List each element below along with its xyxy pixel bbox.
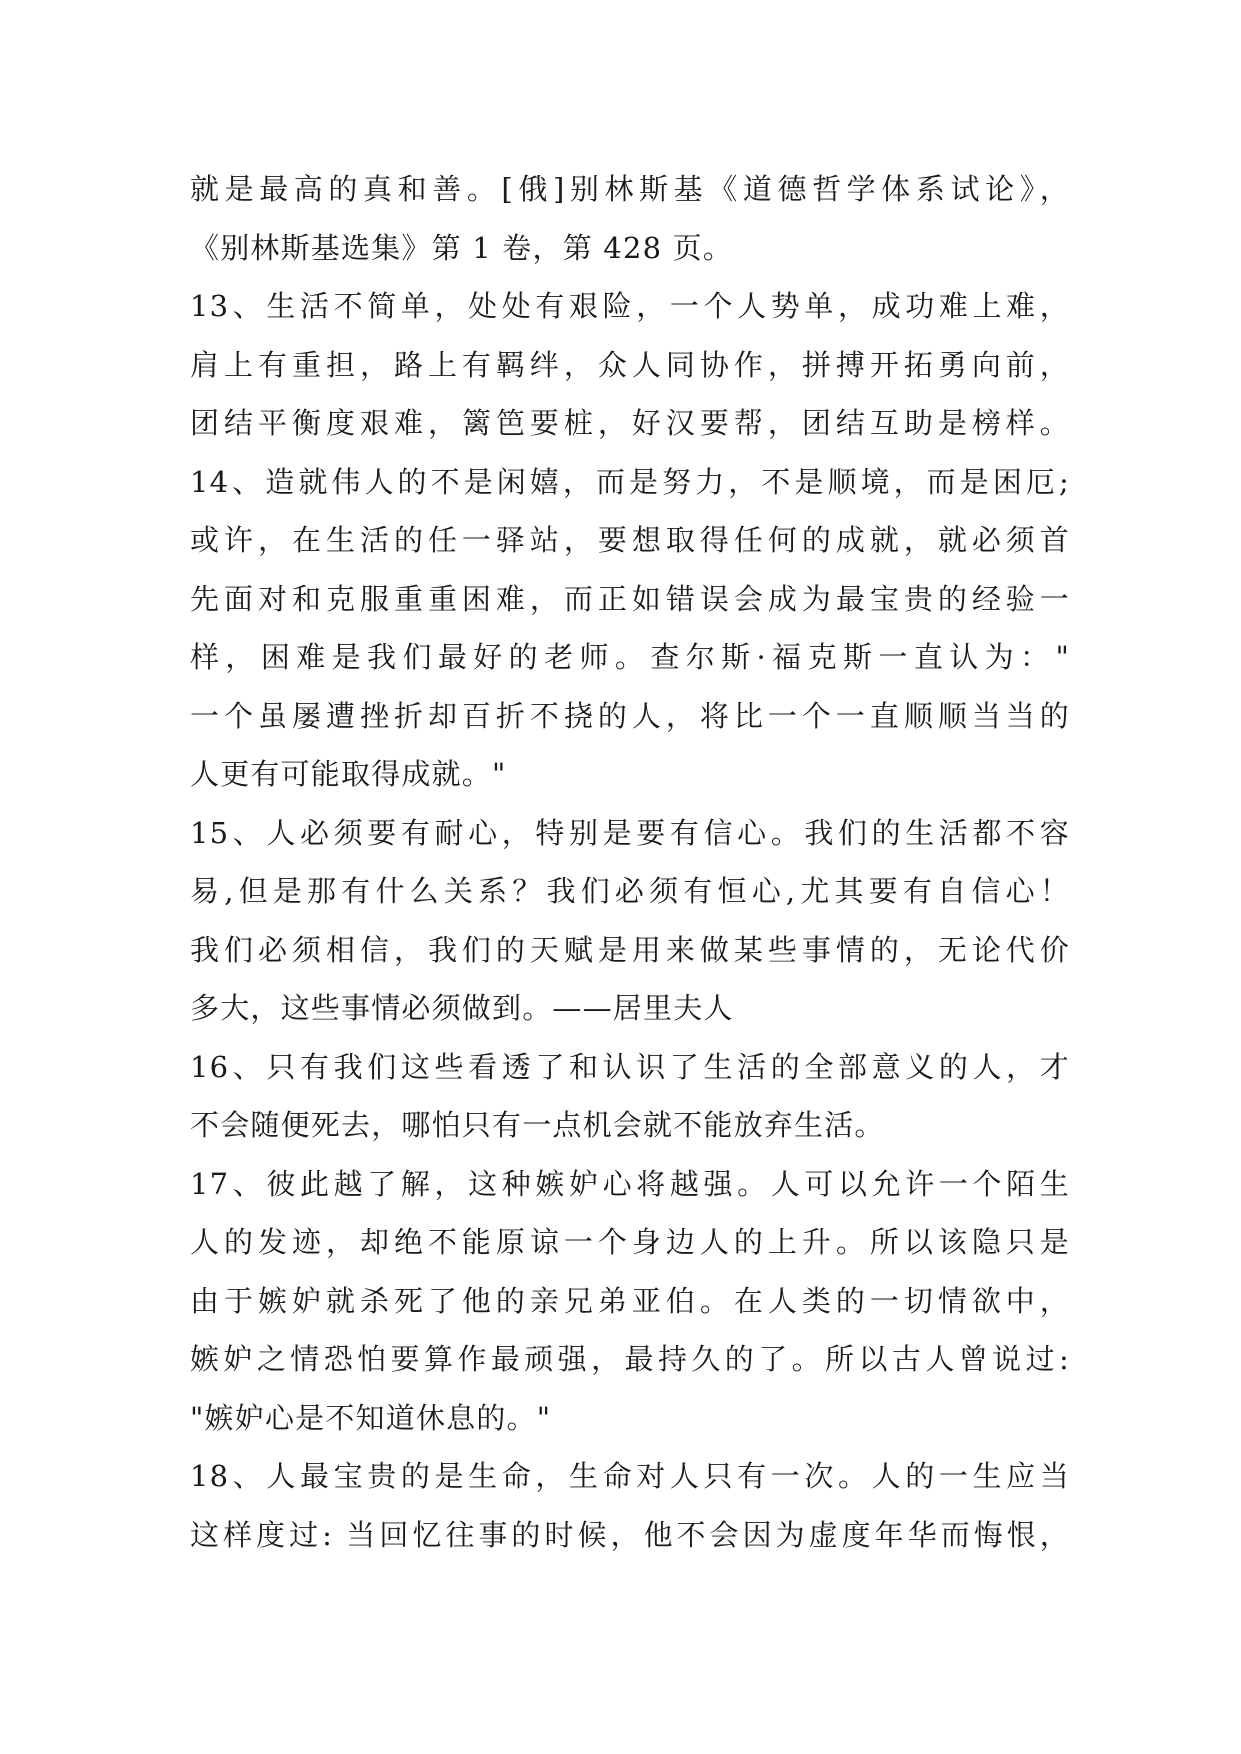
text-line: 就是最高的真和善。[俄]别林斯基《道德哲学体系试论》， — [190, 172, 1070, 206]
text-line: 或许，在生活的任一驿站，要想取得任何的成就，就必须首 — [190, 523, 1070, 557]
text-line: 17、彼此越了解，这种嫉妒心将越强。人可以允许一个陌生 — [190, 1166, 1070, 1201]
text-line: 16、只有我们这些看透了和认识了生活的全部意义的人，才 — [190, 1049, 1070, 1084]
text-line: 由于嫉妒就杀死了他的亲兄弟亚伯。在人类的一切情欲中， — [190, 1283, 1070, 1318]
text-line: 我们必须相信，我们的天赋是用来做某些事情的，无论代价 — [190, 932, 1070, 967]
text-line: 不会随便死去，哪怕只有一点机会就不能放弃生活。 — [190, 1108, 885, 1142]
text-line: 团结平衡度艰难，篱笆要桩，好汉要帮，团结互助是榜样。 — [190, 406, 1070, 440]
text-line: 14、造就伟人的不是闲嬉，而是努力，不是顺境，而是困厄; — [190, 464, 1070, 499]
text-line: 肩上有重担，路上有羁绊，众人同协作，拼搏开拓勇向前， — [190, 347, 1070, 382]
text-line: 先面对和克服重重困难，而正如错误会成为最宝贵的经验一 — [190, 581, 1070, 616]
text-line: "嫉妒心是不知道休息的。" — [190, 1400, 552, 1435]
text-line: 样，困难是我们最好的老师。查尔斯·福克斯一直认为：" — [190, 640, 1070, 674]
text-line: 多大，这些事情必须做到。——居里夫人 — [190, 991, 734, 1025]
text-line: 15、人必须要有耐心，特别是要有信心。我们的生活都不容 — [190, 815, 1070, 850]
text-line: 这样度过: 当回忆往事的时候，他不会因为虚度年华而悔恨， — [190, 1517, 1070, 1552]
document-body — [190, 160, 1070, 1564]
text-line: 人更有可能取得成就。" — [190, 757, 507, 791]
text-line: 嫉妒之情恐怕要算作最顽强，最持久的了。所以古人曾说过: — [190, 1342, 1070, 1376]
text-line: 13、生活不简单，处处有艰险，一个人势单，成功难上难， — [190, 289, 1070, 323]
text-line: 一个虽屡遭挫折却百折不挠的人，将比一个一直顺顺当当的 — [190, 698, 1070, 733]
text-line: 18、人最宝贵的是生命，生命对人只有一次。人的一生应当 — [190, 1459, 1070, 1493]
text-line: 人的发迹，却绝不能原谅一个身边人的上升。所以该隐只是 — [190, 1225, 1070, 1259]
text-line: 《别林斯基选集》第 1 卷，第 428 页。 — [190, 230, 734, 265]
text-line: 易,但是那有什么关系？我们必须有恒心,尤其要有自信心！ — [190, 874, 1070, 908]
